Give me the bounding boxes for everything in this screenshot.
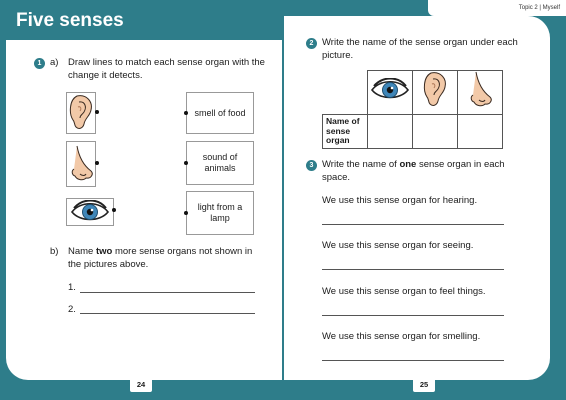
answer-cell-nose[interactable] xyxy=(458,115,503,149)
sentence-seeing: We use this sense organ for seeing. xyxy=(322,240,474,251)
question-1-number: 1 xyxy=(34,58,45,69)
sentence-smelling: We use this sense organ for smelling. xyxy=(322,331,481,342)
table-ear-cell xyxy=(413,71,458,115)
nose-icon xyxy=(466,71,494,109)
sound-match-dot[interactable] xyxy=(184,161,188,165)
question-3-number: 3 xyxy=(306,160,317,171)
eye-icon xyxy=(70,200,110,224)
answer-line-feeling[interactable] xyxy=(322,315,504,316)
question-2-number: 2 xyxy=(306,38,317,49)
q1-part-b-letter: b) xyxy=(50,246,59,257)
nose-icon xyxy=(67,145,95,183)
answer-cell-eye[interactable] xyxy=(368,115,413,149)
answer-line-seeing[interactable] xyxy=(322,269,504,270)
nose-match-dot[interactable] xyxy=(95,161,99,165)
q1-part-a-letter: a) xyxy=(50,57,59,68)
page-title: Five senses xyxy=(16,10,124,31)
label-light-from-lamp: light from a lamp xyxy=(186,191,254,235)
answer-line-smelling[interactable] xyxy=(322,360,504,361)
answer-1-number: 1. xyxy=(68,282,76,293)
sentence-feeling: We use this sense organ to feel things. xyxy=(322,286,486,297)
q2-text: Write the name of the sense organ under each picture. xyxy=(322,37,518,61)
topic-tab: Topic 2 | Myself xyxy=(428,0,566,16)
label-sound-of-animals: sound of animals xyxy=(186,141,254,185)
q1-part-a-text: Draw lines to match each sense organ with the change it detects. xyxy=(68,57,265,81)
page-number-right: 25 xyxy=(413,378,435,392)
eye-icon xyxy=(370,78,410,102)
ear-icon xyxy=(67,94,95,132)
answer-cell-ear[interactable] xyxy=(413,115,458,149)
sentence-hearing: We use this sense organ for hearing. xyxy=(322,195,478,206)
answer-2-line[interactable] xyxy=(80,313,255,314)
label-smell-of-food: smell of food xyxy=(186,92,254,134)
answer-line-hearing[interactable] xyxy=(322,224,504,225)
table-nose-cell xyxy=(458,71,503,115)
page-number-left: 24 xyxy=(130,378,152,392)
ear-match-dot[interactable] xyxy=(95,110,99,114)
answer-1-line[interactable] xyxy=(80,292,255,293)
q1-part-b-text: Name two more sense organs not shown in the pictures above. xyxy=(68,246,253,270)
table-eye-cell xyxy=(368,71,413,115)
answer-2-number: 2. xyxy=(68,304,76,315)
eye-match-dot[interactable] xyxy=(112,208,116,212)
sense-organ-table xyxy=(322,70,503,149)
q3-text: Write the name of one sense organ in each space. xyxy=(322,159,505,183)
eye-picture xyxy=(66,198,114,226)
ear-picture xyxy=(66,92,96,134)
row-header-name: Name of sense organ xyxy=(323,115,368,149)
smell-match-dot[interactable] xyxy=(184,111,188,115)
light-match-dot[interactable] xyxy=(184,211,188,215)
nose-picture xyxy=(66,141,96,187)
ear-icon xyxy=(421,71,449,109)
